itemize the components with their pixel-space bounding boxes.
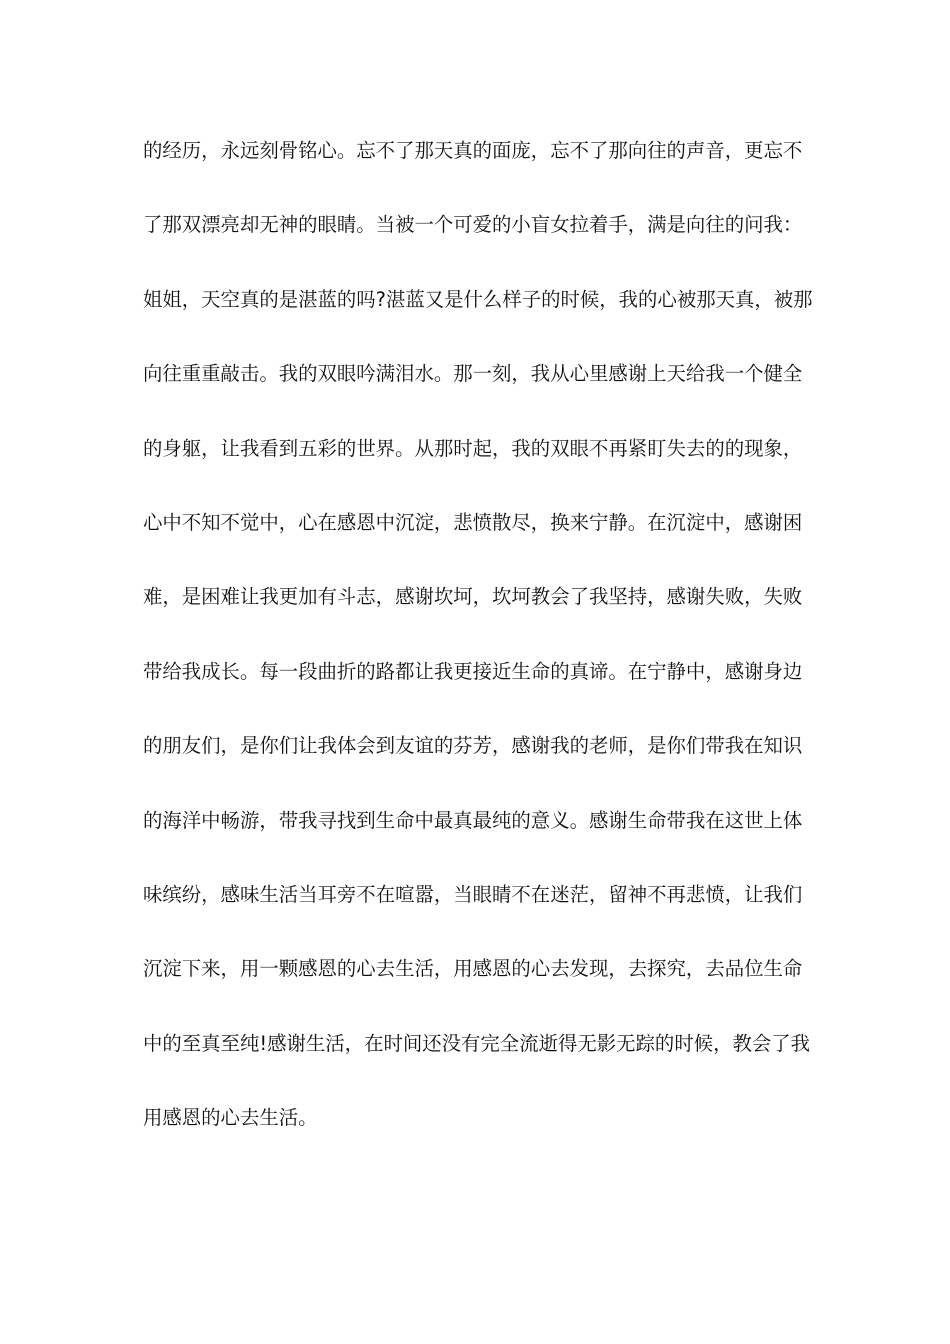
- text-line: 中的至真至纯!感谢生活，在时间还没有完全流逝得无影无踪的时候，教会了我: [143, 1031, 811, 1055]
- text-line: 的身躯，让我看到五彩的世界。从那时起，我的双眼不再紧盯失去的的现象，: [143, 436, 803, 460]
- text-line: 用感恩的心去生活。: [143, 1106, 318, 1130]
- text-line: 的经历，永远刻骨铭心。忘不了那天真的面庞，忘不了那向往的声音，更忘不: [143, 139, 803, 162]
- text-line: 难，是困难让我更加有斗志，感谢坎坷，坎坷教会了我坚持，感谢失败，失败: [143, 585, 803, 609]
- text-line: 姐姐，天空真的是湛蓝的吗?湛蓝又是什么样子的时候，我的心被那天真，被那: [143, 287, 813, 311]
- text-line: 了那双漂亮却无神的眼睛。当被一个可爱的小盲女拉着手，满是向往的问我：: [143, 213, 803, 237]
- text-line: 的海洋中畅游，带我寻找到生命中最真最纯的意义。感谢生命带我在这世上体: [143, 808, 803, 832]
- text-line: 心中不知不觉中，心在感恩中沉淀，悲愤散尽，换来宁静。在沉淀中，感谢困: [143, 510, 803, 534]
- body-text: [143, 132, 823, 1173]
- text-line: 的朋友们，是你们让我体会到友谊的芬芳，感谢我的老师，是你们带我在知识: [143, 734, 803, 758]
- text-line: 带给我成长。每一段曲折的路都让我更接近生命的真谛。在宁静中，感谢身边: [143, 659, 803, 683]
- text-line: 沉淀下来，用一颗感恩的心去生活，用感恩的心去发现，去探究，去品位生命: [143, 957, 803, 981]
- text-line: 向往重重敲击。我的双眼吟满泪水。那一刻，我从心里感谢上天给我一个健全: [143, 362, 803, 386]
- text-line: 味缤纷，感味生活当耳旁不在喧嚣，当眼睛不在迷茫，留神不再悲愤，让我们: [143, 882, 803, 906]
